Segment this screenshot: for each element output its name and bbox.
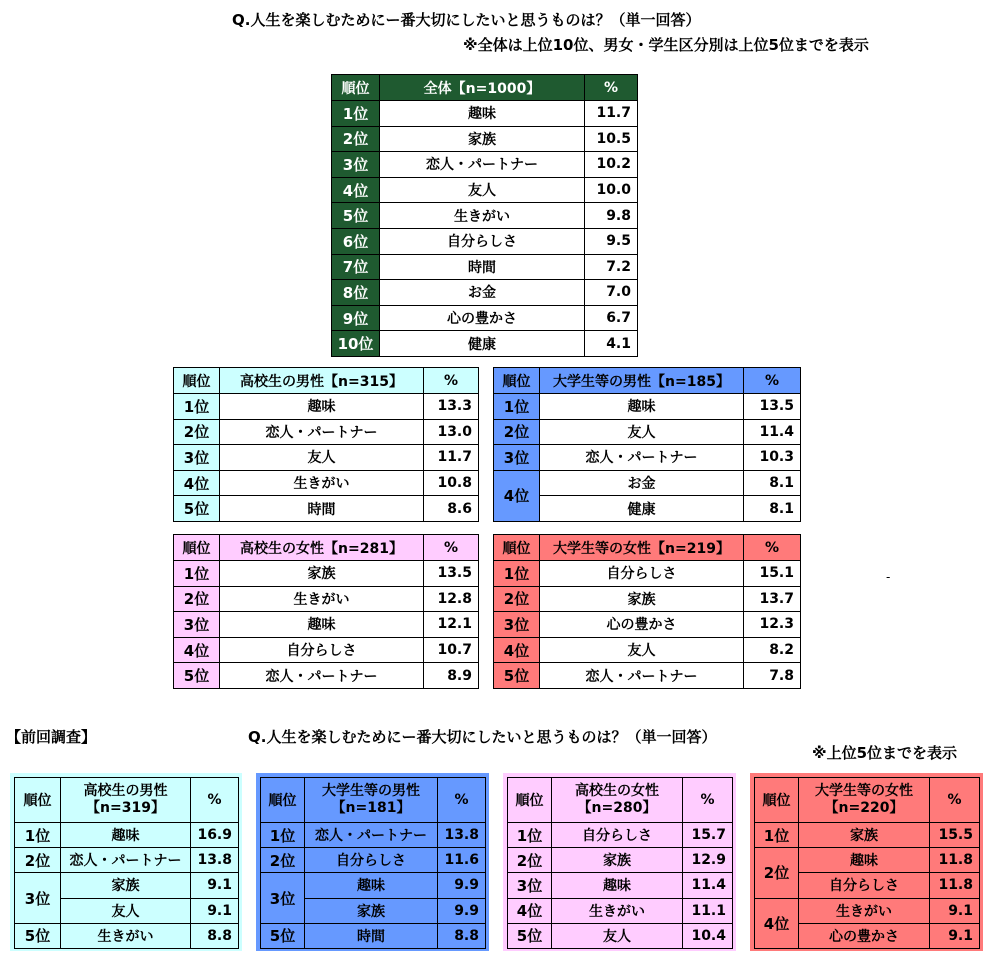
item-cell: 恋人・パートナー xyxy=(540,663,744,689)
rank-cell: 2位 xyxy=(332,126,380,152)
rank-cell: 1位 xyxy=(508,823,552,848)
rank-cell: 9位 xyxy=(332,305,380,331)
item-cell: 心の豊かさ xyxy=(380,305,585,331)
pct-cell: 13.7 xyxy=(744,586,801,612)
pct-cell: 9.1 xyxy=(191,898,239,923)
rank-cell: 1位 xyxy=(174,394,220,420)
rank-cell: 4位 xyxy=(508,898,552,923)
table-row xyxy=(494,470,801,496)
header-pct: % xyxy=(424,368,479,394)
table-header-row xyxy=(261,778,486,823)
pct-cell: 11.7 xyxy=(424,445,479,471)
table-row xyxy=(332,280,638,306)
item-cell: 趣味 xyxy=(220,612,424,638)
pct-cell: 13.5 xyxy=(744,394,801,420)
stray-dash: - xyxy=(886,570,891,584)
item-cell: 趣味 xyxy=(61,823,191,848)
item-cell: 趣味 xyxy=(540,394,744,420)
prev-uni-male-table xyxy=(260,777,486,949)
rank-cell: 5位 xyxy=(15,923,61,948)
table-row xyxy=(508,873,733,898)
rank-cell: 4位 xyxy=(494,470,540,521)
item-cell: 自分らしさ xyxy=(380,228,585,254)
uni-male-table xyxy=(493,367,801,522)
header-rank: 順位 xyxy=(508,778,552,823)
pct-cell: 10.8 xyxy=(424,470,479,496)
rank-cell: 1位 xyxy=(261,823,305,848)
table-row xyxy=(508,848,733,873)
pct-cell: 12.3 xyxy=(744,612,801,638)
rank-cell: 1位 xyxy=(174,561,220,587)
pct-cell: 12.9 xyxy=(683,848,733,873)
prev-question-title: Q.人生を楽しむためにー番大切にしたいと思うものは？（単一回答） xyxy=(248,728,717,746)
rank-cell: 3位 xyxy=(494,612,540,638)
header-label: 大学生等の女性【n=219】 xyxy=(540,535,744,561)
pct-cell: 9.9 xyxy=(438,898,486,923)
item-cell: 趣味 xyxy=(220,394,424,420)
table-row xyxy=(15,848,239,873)
header-pct: % xyxy=(744,535,801,561)
header-pct: % xyxy=(424,535,479,561)
table-row xyxy=(332,101,638,127)
header-rank: 順位 xyxy=(494,535,540,561)
header-label: 高校生の女性【n=281】 xyxy=(220,535,424,561)
pct-cell: 7.0 xyxy=(585,280,638,306)
table-header-row xyxy=(494,368,801,394)
table-row xyxy=(174,586,479,612)
pct-cell: 8.8 xyxy=(191,923,239,948)
header-label-line2: 【n=181】 xyxy=(331,800,411,816)
header-label-line2: 【n=220】 xyxy=(824,800,904,816)
pct-cell: 7.8 xyxy=(744,663,801,689)
rank-cell: 3位 xyxy=(15,873,61,923)
rank-cell: 2位 xyxy=(494,586,540,612)
header-label-line1: 高校生の女性 xyxy=(575,783,659,799)
rank-cell: 4位 xyxy=(174,637,220,663)
item-cell: 友人 xyxy=(61,898,191,923)
table-header-row xyxy=(174,535,479,561)
prev-survey-label: 【前回調査】 xyxy=(6,728,97,746)
prev-uni-male-box xyxy=(256,773,489,951)
header-rank: 順位 xyxy=(174,368,220,394)
table-header-row xyxy=(494,535,801,561)
pct-cell: 15.7 xyxy=(683,823,733,848)
table-row xyxy=(174,445,479,471)
item-cell: 趣味 xyxy=(380,101,585,127)
pct-cell: 10.7 xyxy=(424,637,479,663)
rank-cell: 4位 xyxy=(755,898,799,948)
header-rank: 順位 xyxy=(494,368,540,394)
pct-cell: 9.5 xyxy=(585,228,638,254)
prev-hs-female-box xyxy=(503,773,736,951)
item-cell: 生きがい xyxy=(799,898,930,923)
pct-cell: 10.0 xyxy=(585,177,638,203)
table-header-row xyxy=(508,778,733,823)
item-cell: 生きがい xyxy=(220,586,424,612)
table-row xyxy=(174,561,479,587)
item-cell: 恋人・パートナー xyxy=(305,823,438,848)
header-label xyxy=(799,778,930,823)
item-cell: 友人 xyxy=(220,445,424,471)
pct-cell: 8.1 xyxy=(744,496,801,522)
rank-cell: 8位 xyxy=(332,280,380,306)
header-pct: % xyxy=(191,778,239,823)
item-cell: 恋人・パートナー xyxy=(540,445,744,471)
item-cell: 家族 xyxy=(552,848,683,873)
header-label-line1: 大学生等の男性 xyxy=(322,783,420,799)
item-cell: 健康 xyxy=(380,331,585,357)
rank-cell: 2位 xyxy=(755,848,799,898)
rank-cell: 5位 xyxy=(174,663,220,689)
item-cell: 家族 xyxy=(305,898,438,923)
item-cell: 恋人・パートナー xyxy=(380,152,585,178)
table-row xyxy=(174,663,479,689)
pct-cell: 11.6 xyxy=(438,848,486,873)
item-cell: 自分らしさ xyxy=(220,637,424,663)
table-header-row xyxy=(332,75,638,101)
item-cell: 友人 xyxy=(540,419,744,445)
table-header-row xyxy=(15,778,239,823)
table-row xyxy=(332,254,638,280)
item-cell: 自分らしさ xyxy=(552,823,683,848)
pct-cell: 13.0 xyxy=(424,419,479,445)
item-cell: 生きがい xyxy=(380,203,585,229)
item-cell: 趣味 xyxy=(799,848,930,873)
pct-cell: 13.3 xyxy=(424,394,479,420)
item-cell: 家族 xyxy=(540,586,744,612)
item-cell: お金 xyxy=(380,280,585,306)
header-pct: % xyxy=(744,368,801,394)
pct-cell: 9.1 xyxy=(191,873,239,898)
prev-uni-female-box xyxy=(750,773,983,951)
table-row xyxy=(261,848,486,873)
pct-cell: 15.5 xyxy=(930,823,980,848)
rank-cell: 4位 xyxy=(494,637,540,663)
rank-cell: 3位 xyxy=(174,612,220,638)
table-row xyxy=(174,419,479,445)
pct-cell: 10.4 xyxy=(683,923,733,948)
item-cell: 生きがい xyxy=(61,923,191,948)
table-row xyxy=(174,637,479,663)
item-cell: 自分らしさ xyxy=(305,848,438,873)
question-title: Q.人生を楽しむためにー番大切にしたいと思うものは？（単一回答） xyxy=(232,11,701,29)
rank-cell: 2位 xyxy=(174,586,220,612)
rank-cell: 1位 xyxy=(494,561,540,587)
table-row xyxy=(494,496,801,522)
rank-cell: 4位 xyxy=(332,177,380,203)
rank-cell: 3位 xyxy=(174,445,220,471)
item-cell: 自分らしさ xyxy=(799,873,930,898)
prev-uni-female-table xyxy=(754,777,980,949)
pct-cell: 10.5 xyxy=(585,126,638,152)
header-label-line2: 【n=280】 xyxy=(577,800,657,816)
hs-male-table xyxy=(173,367,479,522)
pct-cell: 11.8 xyxy=(930,848,980,873)
pct-cell: 7.2 xyxy=(585,254,638,280)
header-label: 全体【n=1000】 xyxy=(380,75,585,101)
table-row xyxy=(494,612,801,638)
item-cell: 生きがい xyxy=(220,470,424,496)
table-row xyxy=(261,923,486,948)
rank-cell: 2位 xyxy=(174,419,220,445)
header-rank: 順位 xyxy=(261,778,305,823)
pct-cell: 11.8 xyxy=(930,873,980,898)
pct-cell: 8.2 xyxy=(744,637,801,663)
rank-cell: 5位 xyxy=(332,203,380,229)
rank-cell: 3位 xyxy=(494,445,540,471)
item-cell: 趣味 xyxy=(305,873,438,898)
item-cell: 友人 xyxy=(380,177,585,203)
pct-cell: 11.4 xyxy=(683,873,733,898)
pct-cell: 8.6 xyxy=(424,496,479,522)
table-row xyxy=(332,152,638,178)
table-row xyxy=(261,823,486,848)
header-rank: 順位 xyxy=(332,75,380,101)
rank-cell: 7位 xyxy=(332,254,380,280)
pct-cell: 10.3 xyxy=(744,445,801,471)
item-cell: 心の豊かさ xyxy=(799,923,930,948)
item-cell: 趣味 xyxy=(552,873,683,898)
header-label xyxy=(305,778,438,823)
item-cell: 心の豊かさ xyxy=(540,612,744,638)
item-cell: 時間 xyxy=(220,496,424,522)
pct-cell: 12.8 xyxy=(424,586,479,612)
table-row xyxy=(332,305,638,331)
table-row xyxy=(261,873,486,898)
table-row xyxy=(755,848,980,873)
rank-cell: 1位 xyxy=(494,394,540,420)
pct-cell: 8.1 xyxy=(744,470,801,496)
pct-cell: 13.8 xyxy=(191,848,239,873)
table-row xyxy=(174,394,479,420)
rank-cell: 2位 xyxy=(261,848,305,873)
rank-cell: 6位 xyxy=(332,228,380,254)
header-label-line2: 【n=319】 xyxy=(86,800,165,816)
rank-cell: 5位 xyxy=(261,923,305,948)
rank-cell: 1位 xyxy=(755,823,799,848)
pct-cell: 9.1 xyxy=(930,923,980,948)
rank-cell: 1位 xyxy=(15,823,61,848)
pct-cell: 10.2 xyxy=(585,152,638,178)
rank-cell: 10位 xyxy=(332,331,380,357)
table-row xyxy=(494,637,801,663)
table-row xyxy=(494,419,801,445)
table-row xyxy=(15,823,239,848)
table-header-row xyxy=(174,368,479,394)
table-row xyxy=(755,898,980,923)
overall-table xyxy=(331,74,638,357)
item-cell: 恋人・パートナー xyxy=(220,419,424,445)
table-row xyxy=(494,445,801,471)
item-cell: 自分らしさ xyxy=(540,561,744,587)
table-header-row xyxy=(755,778,980,823)
note-bottom: ※上位5位までを表示 xyxy=(812,744,958,762)
item-cell: 家族 xyxy=(380,126,585,152)
table-row xyxy=(174,496,479,522)
item-cell: 時間 xyxy=(380,254,585,280)
item-cell: 家族 xyxy=(220,561,424,587)
header-label-line1: 高校生の男性 xyxy=(83,783,168,799)
header-label-line1: 大学生等の女性 xyxy=(815,783,913,799)
rank-cell: 2位 xyxy=(508,848,552,873)
uni-female-table xyxy=(493,534,801,689)
table-row xyxy=(494,586,801,612)
pct-cell: 4.1 xyxy=(585,331,638,357)
pct-cell: 11.1 xyxy=(683,898,733,923)
rank-cell: 3位 xyxy=(332,152,380,178)
table-row xyxy=(332,203,638,229)
header-pct: % xyxy=(930,778,980,823)
header-label xyxy=(552,778,683,823)
pct-cell: 12.1 xyxy=(424,612,479,638)
rank-cell: 2位 xyxy=(494,419,540,445)
rank-cell: 5位 xyxy=(494,663,540,689)
table-row xyxy=(508,898,733,923)
header-pct: % xyxy=(438,778,486,823)
pct-cell: 16.9 xyxy=(191,823,239,848)
rank-cell: 1位 xyxy=(332,101,380,127)
header-label: 高校生の男性【n=315】 xyxy=(220,368,424,394)
header-pct: % xyxy=(585,75,638,101)
table-row xyxy=(174,470,479,496)
pct-cell: 8.9 xyxy=(424,663,479,689)
rank-cell: 4位 xyxy=(174,470,220,496)
pct-cell: 11.4 xyxy=(744,419,801,445)
table-row xyxy=(755,823,980,848)
table-row xyxy=(332,228,638,254)
prev-hs-male-table xyxy=(14,777,239,949)
item-cell: 友人 xyxy=(552,923,683,948)
table-row xyxy=(494,663,801,689)
item-cell: 恋人・パートナー xyxy=(61,848,191,873)
pct-cell: 9.1 xyxy=(930,898,980,923)
table-row xyxy=(508,923,733,948)
item-cell: お金 xyxy=(540,470,744,496)
item-cell: 友人 xyxy=(540,637,744,663)
table-row xyxy=(332,126,638,152)
rank-cell: 3位 xyxy=(508,873,552,898)
pct-cell: 13.5 xyxy=(424,561,479,587)
header-rank: 順位 xyxy=(755,778,799,823)
table-row xyxy=(174,612,479,638)
item-cell: 家族 xyxy=(799,823,930,848)
pct-cell: 11.7 xyxy=(585,101,638,127)
rank-cell: 3位 xyxy=(261,873,305,923)
pct-cell: 6.7 xyxy=(585,305,638,331)
table-row xyxy=(508,823,733,848)
prev-hs-male-box xyxy=(10,773,242,951)
pct-cell: 9.8 xyxy=(585,203,638,229)
note-top: ※全体は上位10位、男女・学生区分別は上位5位までを表示 xyxy=(463,36,869,54)
rank-cell: 5位 xyxy=(174,496,220,522)
table-row xyxy=(15,923,239,948)
prev-hs-female-table xyxy=(507,777,733,949)
rank-cell: 2位 xyxy=(15,848,61,873)
table-row xyxy=(494,561,801,587)
table-row xyxy=(15,873,239,898)
rank-cell: 5位 xyxy=(508,923,552,948)
header-label xyxy=(61,778,191,823)
header-rank: 順位 xyxy=(15,778,61,823)
header-rank: 順位 xyxy=(174,535,220,561)
header-pct: % xyxy=(683,778,733,823)
item-cell: 家族 xyxy=(61,873,191,898)
pct-cell: 15.1 xyxy=(744,561,801,587)
header-label: 大学生等の男性【n=185】 xyxy=(540,368,744,394)
pct-cell: 8.8 xyxy=(438,923,486,948)
hs-female-table xyxy=(173,534,479,689)
table-row xyxy=(494,394,801,420)
table-row xyxy=(332,177,638,203)
item-cell: 恋人・パートナー xyxy=(220,663,424,689)
item-cell: 時間 xyxy=(305,923,438,948)
pct-cell: 9.9 xyxy=(438,873,486,898)
table-row xyxy=(332,331,638,357)
item-cell: 生きがい xyxy=(552,898,683,923)
pct-cell: 13.8 xyxy=(438,823,486,848)
item-cell: 健康 xyxy=(540,496,744,522)
